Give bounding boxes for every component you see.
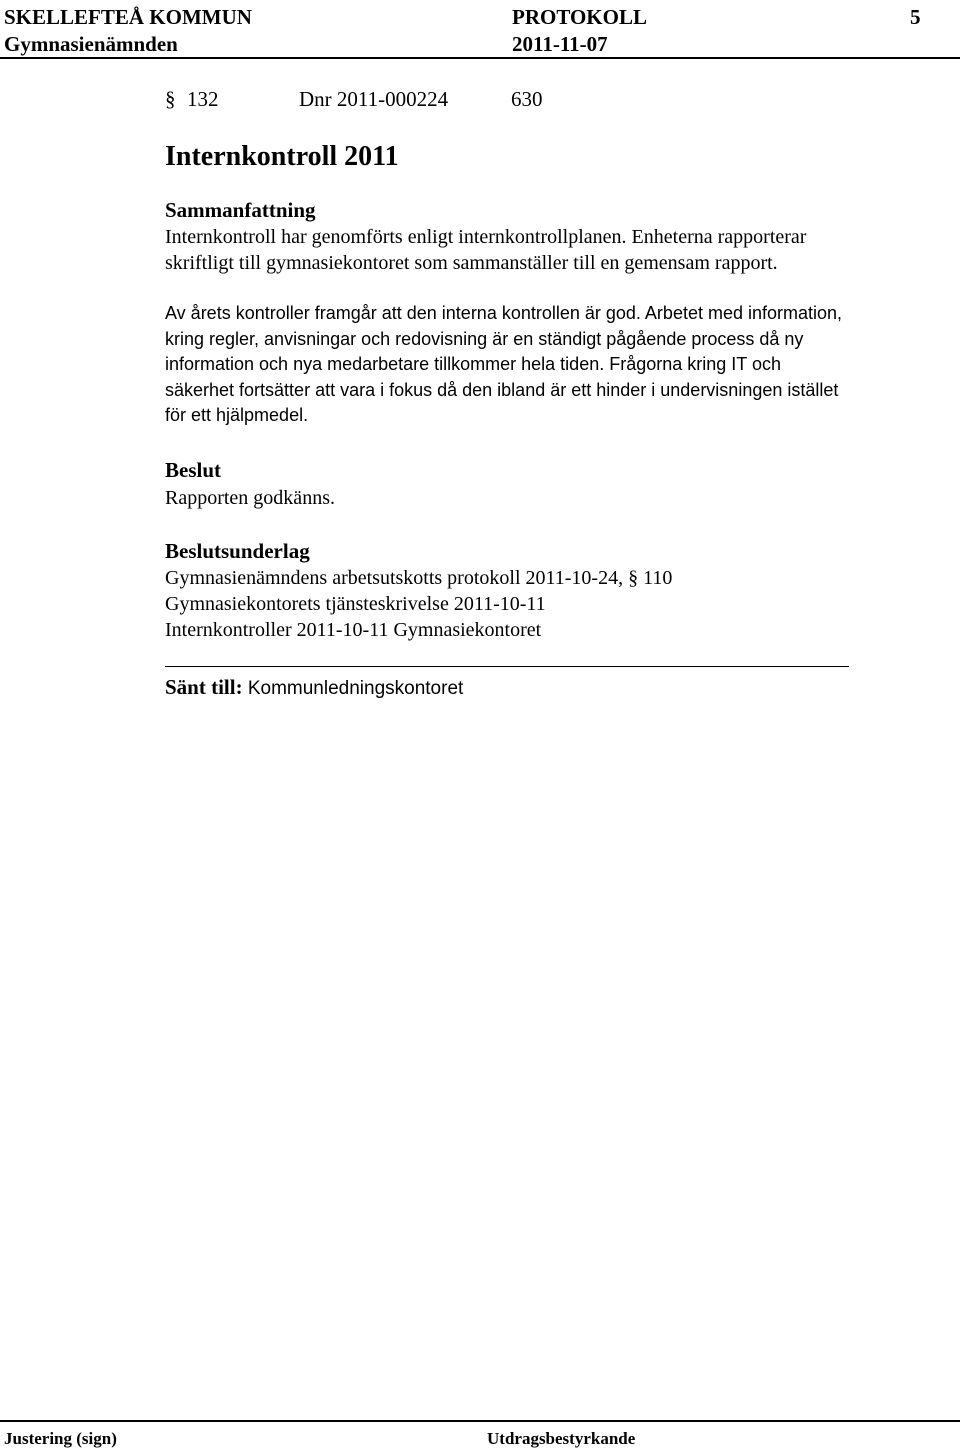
basis-item: Gymnasiekontorets tjänsteskrivelse 2011-10-11 (165, 593, 546, 615)
committee-name: Gymnasienämnden (4, 32, 178, 56)
basis-item: Gymnasienämndens arbetsutskotts protokoll 2011-10-24, § 110 (165, 567, 673, 589)
basis-heading: Beslutsunderlag (165, 539, 310, 563)
dnr-number: Dnr 2011-000224 (299, 87, 449, 111)
sent-to-label: Sänt till: (165, 675, 243, 699)
item-number: 132 (187, 87, 219, 111)
sent-to-recipient: Kommunledningskontoret (247, 678, 464, 699)
basis-item: Internkontroller 2011-10-11 Gymnasiekontoret (165, 619, 542, 641)
summary-paragraph (165, 301, 842, 429)
decision-heading: Beslut (165, 458, 222, 482)
document-type: PROTOKOLL (512, 5, 647, 29)
page-title: Internkontroll 2011 (165, 141, 399, 172)
meeting-date: 2011-11-07 (512, 32, 608, 56)
item-code: 630 (511, 87, 543, 111)
extract-certification-label: Utdragsbestyrkande (487, 1429, 636, 1448)
section-sign: § (165, 87, 176, 111)
basis-list (165, 565, 672, 643)
paragraph-line: information och nya medarbetare tillkommer hela tiden. Frågorna kring IT och (165, 354, 781, 375)
paragraph-line: säkerhet fortsätter att vara i fokus då den ibland är ett hinder i undervisningen istället (165, 379, 839, 400)
summary-line: skriftligt till gymnasiekontoret som sammanställer till en gemensam rapport. (165, 252, 778, 274)
paragraph-line: Av årets kontroller framgår att den interna kontrollen är god. Arbetet med information, (165, 303, 843, 323)
header-divider (0, 57, 960, 59)
paragraph-line: för ett hjälpmedel. (165, 405, 309, 426)
summary-text (165, 224, 806, 276)
paragraph-line: kring regler, anvisningar och redovisning är en ständigt pågående process då ny (165, 328, 804, 349)
page-number: 5 (910, 5, 921, 29)
summary-line: Internkontroll har genomförts enligt internkontrollplanen. Enheterna rapporterar (165, 226, 807, 248)
municipality-name: SKELLEFTEÅ KOMMUN (4, 5, 252, 29)
footer-divider (0, 1420, 960, 1422)
signature-label: Justering (sign) (4, 1429, 117, 1448)
sent-to (165, 677, 463, 698)
separator-rule (165, 666, 849, 667)
decision-text: Rapporten godkänns. (165, 487, 335, 509)
summary-heading: Sammanfattning (165, 198, 316, 222)
